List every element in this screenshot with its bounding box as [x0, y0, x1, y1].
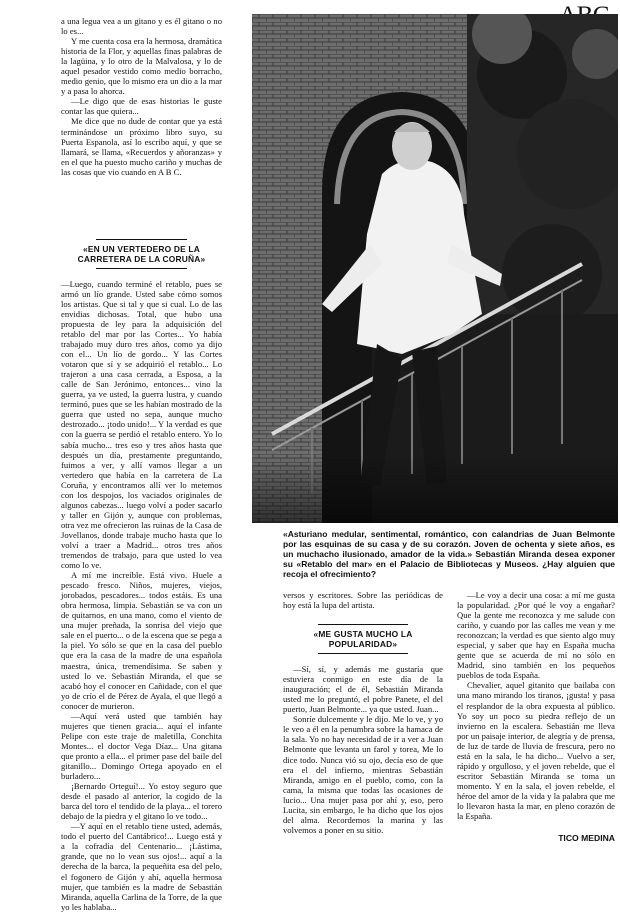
section-heading: «EN UN VERTEDERO DE LA CARRETERA DE LA CORUÑA» [77, 243, 206, 264]
paragraph: A mí me increíble. Está vivo. Huele a pescado fresco. Niños, mujeres, viejos, jorobados, pescadores... todos estáis. Es una obra hermosa, limpia. Sebastián se va con un de quitarnos, en una mano, como el viento de una mujer preñada, la sonrisa del viejo que sale en el puerto... o de la escena que se pega a la piel. Yo sólo se que en la casa del pueblo que era la casa de la madre de una española maestra, única, tremendísima. Se saben y usted lo ve. Sebastián Miranda, el que se acabó hoy el conocer en Cañidade, con el que yo de crío el de Pérez de Ayala, el que llegó a conocer de murieron. [61, 570, 222, 711]
column-middle [283, 590, 443, 835]
paragraph: a una legua vea a un gitano y es él gitano o no lo es... [61, 16, 222, 37]
column-left [61, 16, 222, 912]
paragraph: —Y aquí en el retablo tiene usted, además, todo el puerto del Cantábrico!... Luego está y a la cofradía del Centenario... ¡Lástima, grande, que no lo vean sus ojos!... aquí a la derecha de la barca, la pequeñita esa del pelo, el fogonero de Gijón y ahí, aquella hermosa mujer, que también es la madre de Sebastián Miranda, aquella Carlina de la Torre, de la que yo les hablaba... [61, 821, 222, 912]
divider [318, 624, 408, 625]
photo-caption: «Asturiano medular, sentimental, romántico, con calandrias de Juan Belmonte por las esquinas de su casa y de su corazón. Joven de ochenta y siete años, es un muchacho ilusionado, amador de la vida.» Sebastián Miranda desea exponer su «Retablo del mar» en el Palacio de Bibliotecas y Museos. ¿Hay alguien que recoja el ofrecimiento? [283, 529, 615, 580]
paragraph: —Le voy a decir una cosa: a mí me gusta la popularidad. ¿Por qué le voy a engañar? Que la gente me reconozca y me salude con cariño, y cuando por las calles me vean y me reconozcan; la verdad es que siento algo muy especial, y saber que hay en España mucha gente que se acuerda de mí no sólo en Madrid, sino también en los pequeños pueblos de toda España. [457, 590, 615, 681]
section-heading: «ME GUSTA MUCHO LA POPULARIDAD» [313, 629, 413, 650]
paragraph: ¡Bernardo Orteguí!... Yo estoy seguro que desde el pasado al anterior, la cogido de la barca del toro el tendido de la playa... el torero debajo de la piedra y el gitano lo ve todo... [61, 781, 222, 822]
paragraph: versos y escritores. Sobre las periódicas de hoy está la lupa del artista. [283, 590, 443, 611]
divider [96, 268, 186, 269]
paragraph: —Sí, sí, y además me gustaría que estuviera conmigo en este día de la inauguración; el de él, Sebastián Miranda usted me lo preguntó, el pobre Panete, el del puerto, Juan Belmonte... ya que usted. Juan... [283, 664, 443, 715]
column-right [457, 590, 615, 843]
paragraph: —Le digo que de esas historias le guste contar las que quiera... [61, 96, 222, 117]
paragraph: Me dice que no dude de contar que ya está terminándose un próximo libro suyo, su Puerta Espanola, así lo escribo aquí, y que se llamará, se llama, «Recuerdos y añoranzas» y en el que ha puesto mucho cariño y muchas de las cosas que vio cuando en A B C. [61, 116, 222, 177]
divider [318, 653, 408, 654]
paragraph: —Luego, cuando terminé el retablo, pues se armó un lío grande. Usted sabe cómo somos los artistas. Que si tal y que si cual. Lo de las envidias dichosas. Total, que hubo una propuesta de ley para la adquisición del retablo del mar por las Cortes... Yo había trabajado muy duro tres años, como ya dijo con el... Un lío de gordo... Y las Cortes votaron que sí y se adquirió el retablo... Lo trajeron a una casa cerrada, a Esposa, a la calle de San Jerónimo, entonces... vino la guerra, ya ve usted, la guerra lustra, y cuando terminó, pues que se les habían mostrado de la guerra que usted no sepa, aunque mucho destrozado... ¡todo unido!... Y la verdad es que con la guerra se perdió el retablo entero. Yo lo sabía mucho... tres eso y tres años hasta que después un día, prestamente preguntando, fuimos a ver, y allí vamos llegar a un vertedero que había en la carretera de La Coruña, y encontramos allí ver lo metemos con los despojos, los vaciados originales de algunos cabezas... luego volví a poder sacarlo y taller en Gijón y, aunque con problemas, otra vez me ofrecieron las ruinas de la Casa de Jovellanos, donde trabaje mucho hasta que lo volví a traer a Madrid... otros tres años tremendos de trabajo, para que usted lo vea como lo ve. [61, 278, 222, 571]
paragraph: —Aquí verá usted que también hay mujeres que tienen gracia... aquí el infante Pelipe con este traje de maletilla, Conchita Montes... el doctor Vega Díaz... Una gitana que pronto a ella... el primer pase del baile del gitanillo... Domingo Ortega apoyado en el burladero... [61, 710, 222, 782]
divider [96, 239, 186, 240]
author-signature: TICO MEDINA [558, 833, 615, 844]
paragraph: Chevalier, aquel gitanito que bailaba con una mano mirando los tiranos, ¡gusta! y pasa el resplandor de la obra expuesta al público. Yo soy un poco su piedra reflejo de un invierno en la escalera. Sebastián me lleva por un paisaje interior, de alegría y de prensa, de luz de tarde de lluvia de frescura, pero no está en la sala, le ha dicho... Vuelvo a ser, rápido y orgulloso, y el joven rebelde, que el escritor Sebastián Miranda se toma un momento. Y en la sala, el joven rebelde, el héroe del amor de la vida y la palabra que me lo llevaron hasta la mar, en pleno corazón de la España. [457, 680, 615, 822]
paragraph: Sonríe dulcemente y le dijo. Me lo ve, y yo le veo a él en la penumbra sobre la hamaca de la sala. Yo no hay necesidad de ir a ver a Juan Belmonte que levanta un farol y torea, Me lo dice todo. Nunca vió su ojo, decía eso de que era el del infierno, mientras Sebastián Miranda, amigo en el pueblo, como, con la cama, la misma que todas las ocasiones de lucio... Una mujer pasa por ahí y, eso, pero Lucita, sin embargo, le ha dicho que los ojos del alma. Recordemos la marina y las volvemos a poner en su sitio. [283, 714, 443, 835]
portrait-photo [252, 14, 618, 523]
paragraph: Y me cuenta cosa era la hermosa, dramática historia de la Flor, y aquellas finas palabras de la lagüina, y lo otro de la Malvalosa, y lo de aquel pesador vestido como medio borracho, medio genio, que lo mismo era un dio a la mar y a pasa lo ahorca. [61, 36, 222, 97]
